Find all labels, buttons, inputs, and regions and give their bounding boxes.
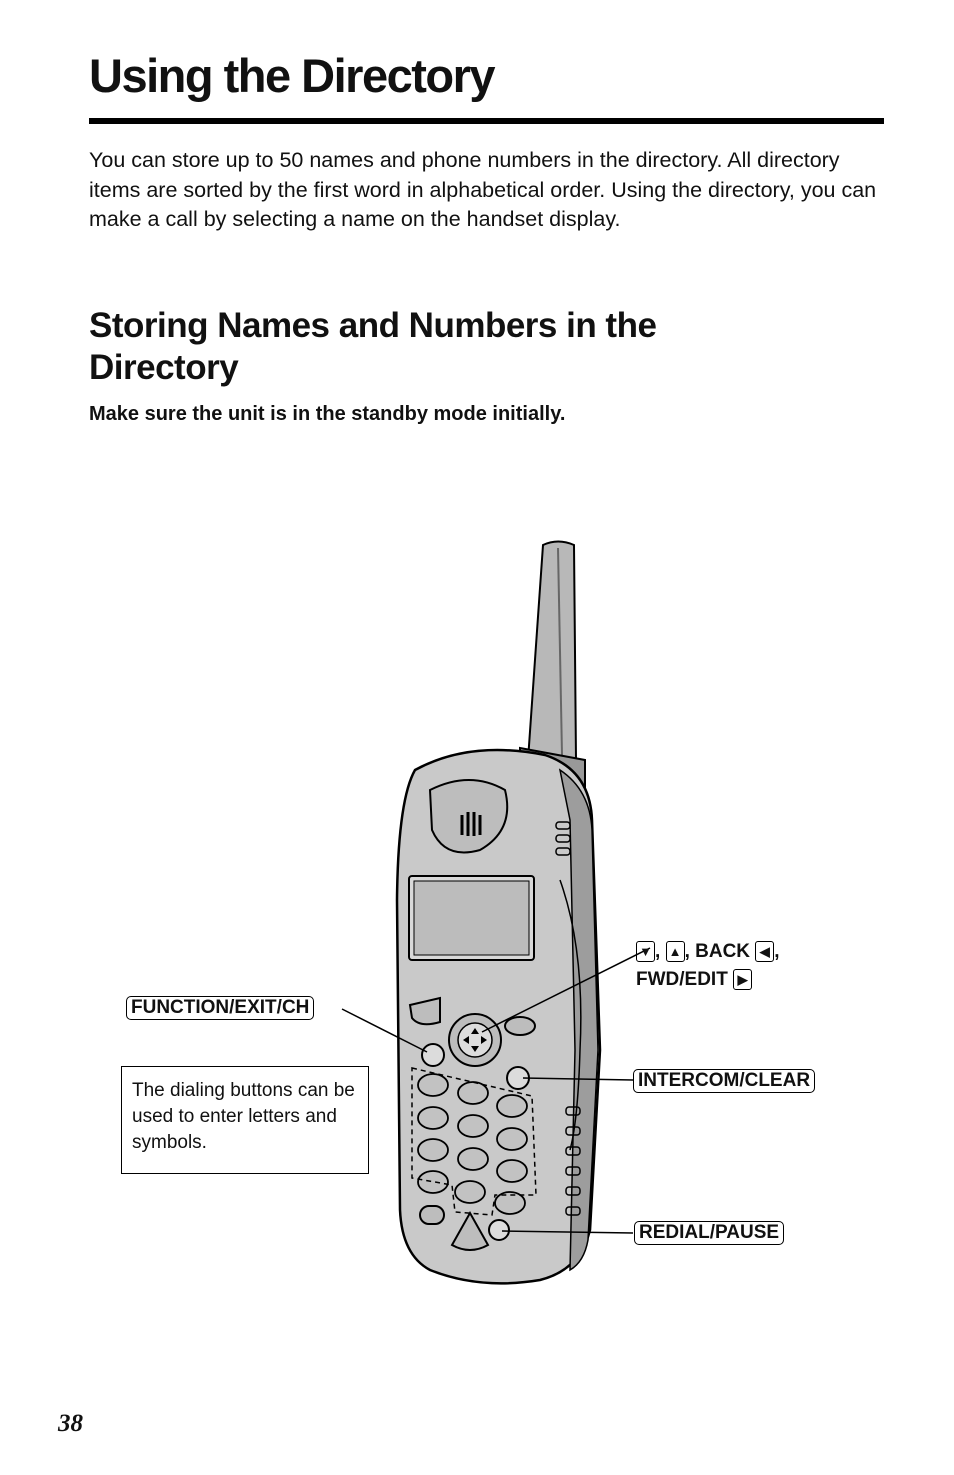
function-exit-ch-label: FUNCTION/EXIT/CH <box>126 996 314 1020</box>
intercom-clear-label: INTERCOM/CLEAR <box>633 1069 815 1093</box>
separator-1: , <box>655 941 661 962</box>
fwd-edit-label: FWD/EDIT <box>636 969 728 990</box>
redial-pause-callout <box>634 1221 784 1245</box>
intro-paragraph: You can store up to 50 names and phone numbers in the directory. All directory items are sorted by the first word in alphabetical order. Using the directory, you can make a call by selecting a name on the handset display. <box>89 148 877 231</box>
separator-3: , <box>774 941 780 962</box>
back-label: BACK <box>695 941 751 962</box>
page-number: 38 <box>58 1410 83 1437</box>
navigator-callout <box>636 941 780 991</box>
dialing-note-box: The dialing buttons can be used to enter letters and symbols. <box>121 1066 369 1174</box>
handset-body <box>397 750 600 1283</box>
left-arrow-icon: ◀ <box>755 941 774 962</box>
redial-pause-label: REDIAL/PAUSE <box>634 1221 784 1245</box>
up-arrow-icon: ▲ <box>666 941 685 962</box>
right-arrow-icon: ▶ <box>733 969 752 990</box>
intercom-clear-callout <box>633 1069 815 1093</box>
function-exit-ch-callout <box>126 996 314 1020</box>
section-heading: Storing Names and Numbers in the Directory <box>89 306 657 387</box>
down-arrow-icon: ▼ <box>636 941 655 962</box>
page-title: Using the Directory <box>89 49 495 102</box>
separator-2: , <box>684 941 690 962</box>
standby-instruction: Make sure the unit is in the standby mode initially. <box>89 403 566 425</box>
